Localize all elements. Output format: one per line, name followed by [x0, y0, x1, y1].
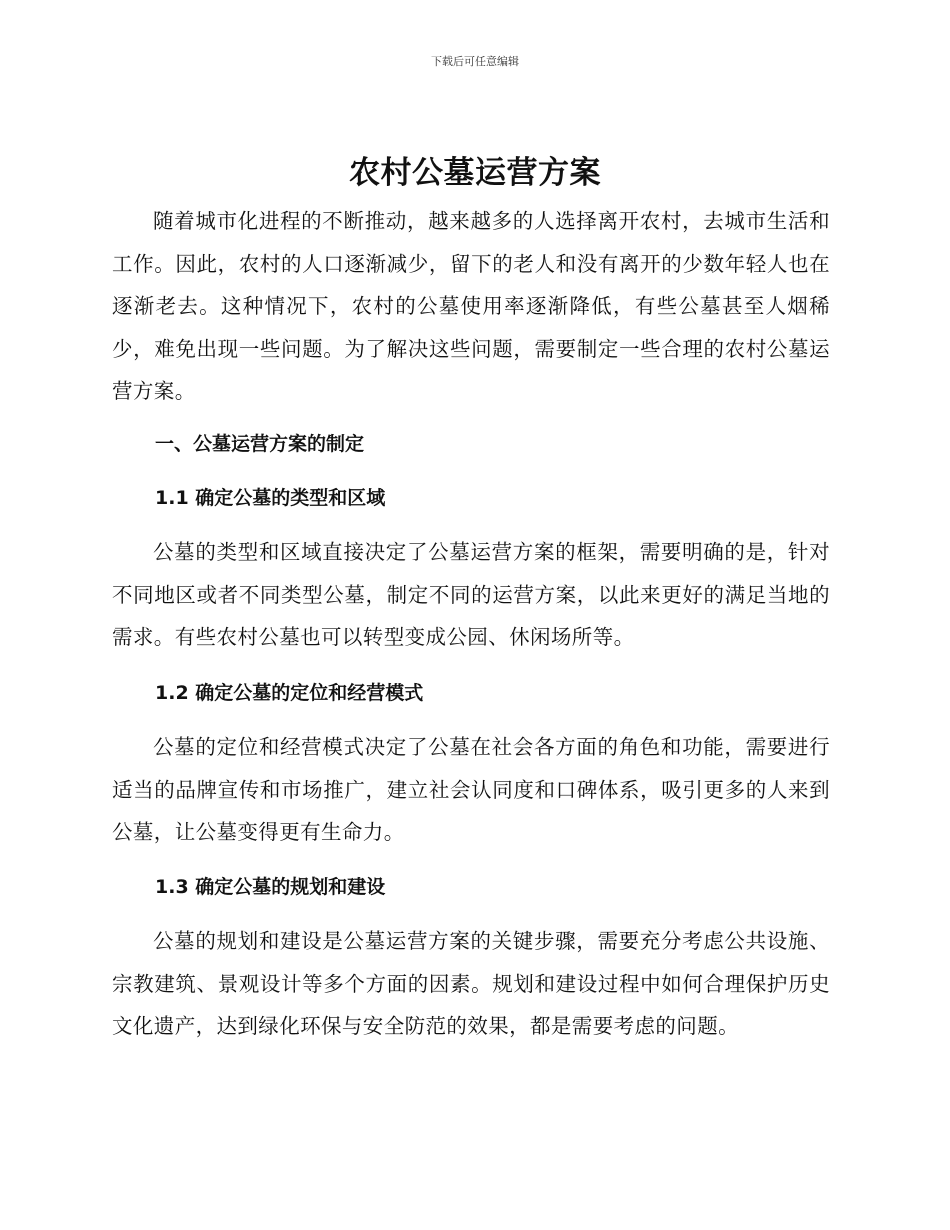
header-note: 下载后可任意编辑: [431, 55, 519, 68]
subsection-1-3-heading: 1.3 确定公墓的规划和建设: [155, 876, 386, 898]
intro-paragraph: 随着城市化进程的不断推动，越来越多的人选择离开农村，去城市生活和工作。因此，农村的人口逐渐减少，留下的老人和没有离开的少数年轻人也在逐渐老去。这种情况下，农村的公墓使用率逐渐降低，有些公墓甚至人烟稀少，难免出现一些问题。为了解决这些问题，需要制定一些合理的农村公墓运营方案。: [112, 209, 830, 403]
subsection-1-3-text: 公墓的规划和建设是公墓运营方案的关键步骤，需要充分考虑公共设施、宗教建筑、景观设计等多个方面的因素。规划和建设过程中如何合理保护历史文化遗产，达到绿化环保与安全防范的效果，都是需要考虑的问题。: [112, 929, 830, 1038]
subsection-1-2-heading: 1.2 确定公墓的定位和经营模式: [155, 682, 424, 704]
subsection-1-1-heading: 1.1 确定公墓的类型和区域: [155, 487, 386, 509]
subsection-1-1-text: 公墓的类型和区域直接决定了公墓运营方案的框架，需要明确的是，针对不同地区或者不同类型公墓，制定不同的运营方案，以此来更好的满足当地的需求。有些农村公墓也可以转型变成公园、休闲场所等。: [112, 540, 830, 649]
subsection-1-2-text: 公墓的定位和经营模式决定了公墓在社会各方面的角色和功能，需要进行适当的品牌宣传和市场推广，建立社会认同度和口碑体系，吸引更多的人来到公墓，让公墓变得更有生命力。: [112, 735, 830, 844]
document-title: 农村公墓运营方案: [349, 155, 601, 191]
section-1-heading: 一、公墓运营方案的制定: [155, 433, 365, 455]
